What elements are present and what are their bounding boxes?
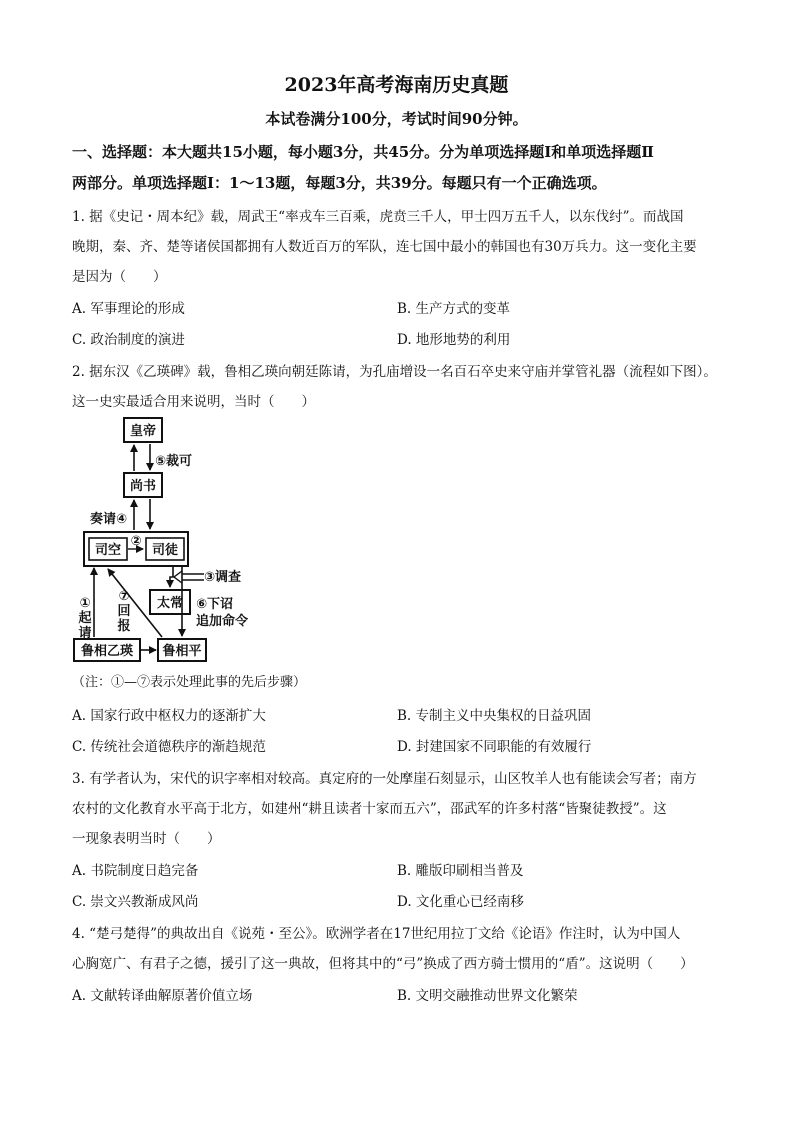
section-heading-line1: 一、选择题：本大题共15小题，每小题3分，共45分。分为单项选择题Ⅰ和单项选择题Ⅱ <box>72 143 654 161</box>
label-step7-b: 报 <box>117 619 131 634</box>
q1-option-d: D. 地形地势的利用 <box>397 332 511 348</box>
q2-option-c: C. 传统社会道德秩序的渐趋规范 <box>72 739 266 755</box>
q1-option-c: C. 政治制度的演进 <box>72 332 185 348</box>
q3-text-line2: 农村的文化教育水平高于北方，如建州“耕且读者十家而五六”，邵武军的许多村落“皆聚徒教授”。这 <box>72 801 667 817</box>
q1-text-line2: 晚期，秦、齐、楚等诸侯国都拥有人数近百万的军队，连七国中最小的韩国也有30万兵力。这一变化主要 <box>72 239 697 255</box>
label-step1-num: ① <box>79 596 91 611</box>
arrow-luxiangping-to-sikong <box>108 569 162 637</box>
q3-text-line1: 3. 有学者认为，宋代的识字率相对较高。真定府的一处摩崖石刻显示，山区牧羊人也有能读会写者；南方 <box>72 771 697 787</box>
q4-text-line1: 4. “楚弓楚得”的典故出自《说苑・至公》。欧洲学者在17世纪用拉丁文给《论语》作注时，认为中国人 <box>72 926 681 942</box>
q1-text-line1: 1. 据《史记・周本纪》载，周武王“率戎车三百乘，虎贲三千人，甲士四万五千人，以东伐纣”。而战国 <box>72 209 684 225</box>
node-emperor: 皇帝 <box>129 424 157 439</box>
hollow-arrow-investigation <box>174 571 204 583</box>
q1-text-line3: 是因为（ ） <box>72 269 167 285</box>
q3-option-c: C. 崇文兴教渐成风尚 <box>72 894 199 910</box>
q2-option-d: D. 封建国家不同职能的有效履行 <box>397 739 592 755</box>
q2-flowchart-note: （注：①—⑦表示处理此事的先后步骤） <box>72 675 307 690</box>
q4-option-a: A. 文献转译曲解原著价值立场 <box>72 988 253 1004</box>
q2-option-b: B. 专制主义中央集权的日益巩固 <box>397 708 592 724</box>
q4-option-b: B. 文明交融推动世界文化繁荣 <box>397 988 578 1004</box>
node-shangshu: 尚书 <box>129 479 157 494</box>
label-step5: ⑤裁可 <box>155 454 193 469</box>
page-title: 2023年高考海南历史真题 <box>284 74 509 96</box>
q1-option-b: B. 生产方式的变革 <box>397 301 511 317</box>
q2-text-line2: 这一史实最适合用来说明，当时（ ） <box>72 394 315 410</box>
node-luxiangping: 鲁相平 <box>162 644 202 659</box>
label-step6-b: 追加命令 <box>196 614 249 629</box>
node-situ: 司徒 <box>151 543 179 558</box>
label-step3: ③调查 <box>204 570 242 585</box>
q3-option-b: B. 雕版印刷相当普及 <box>397 863 524 879</box>
q3-option-d: D. 文化重心已经南移 <box>397 894 524 910</box>
label-step7-a: 回 <box>117 604 131 619</box>
label-step1-a: 起 <box>78 611 92 626</box>
label-step1-b: 请 <box>78 626 92 641</box>
label-step6-a: ⑥下诏 <box>196 597 234 612</box>
section-heading-line2: 两部分。单项选择题Ⅰ：1～13题，每题3分，共39分。每题只有一个正确选项。 <box>72 174 607 192</box>
q2-text-line1: 2. 据东汉《乙瑛碑》载，鲁相乙瑛向朝廷陈请，为孔庙增设一名百石卒史来守庙并掌管礼器（流程如下图）。 <box>72 364 717 380</box>
label-step4: 奏请④ <box>90 512 128 527</box>
q4-text-line2: 心胸宽广、有君子之德，援引了这一典故，但将其中的“弓”换成了西方骑士惯用的“盾”。这说明（ ） <box>72 956 694 972</box>
node-sikong: 司空 <box>94 543 122 558</box>
process-flowchart <box>70 415 270 665</box>
q3-option-a: A. 书院制度日趋完备 <box>72 863 199 879</box>
node-luxiang-yiying: 鲁相乙瑛 <box>80 644 134 659</box>
label-step7-num: ⑦ <box>118 589 130 604</box>
q3-text-line3: 一现象表明当时（ ） <box>72 831 221 847</box>
q2-option-a: A. 国家行政中枢权力的逐渐扩大 <box>72 708 266 724</box>
label-step2: ② <box>130 534 142 549</box>
node-taichang: 太常 <box>156 596 184 611</box>
q1-option-a: A. 军事理论的形成 <box>72 301 185 317</box>
arrow-situ-to-taichang <box>170 566 173 587</box>
exam-info: 本试卷满分100分，考试时间90分钟。 <box>265 110 528 128</box>
